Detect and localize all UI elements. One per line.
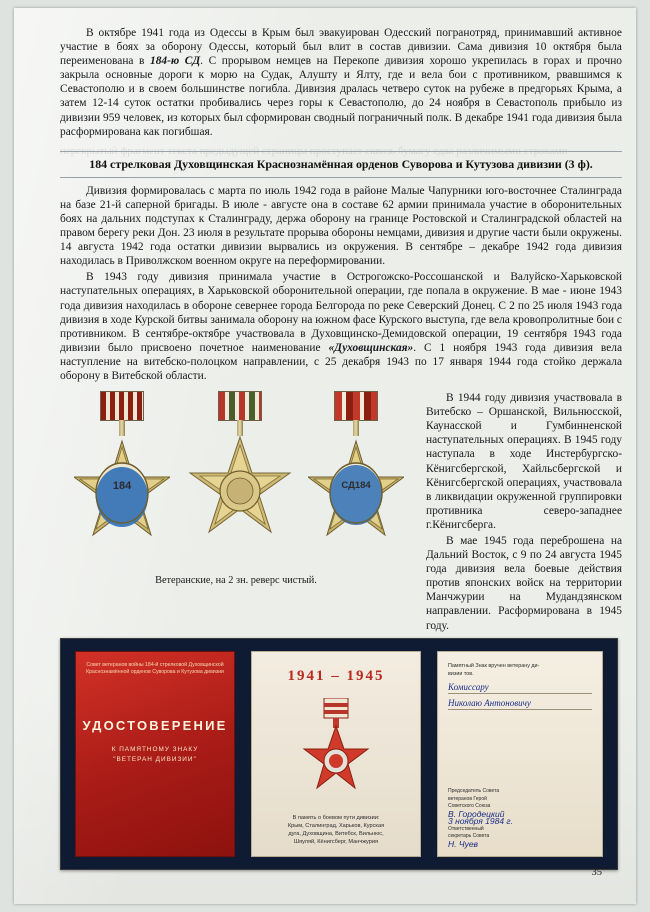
suspension-bar-2 — [237, 420, 243, 436]
page-number: 35 — [591, 867, 602, 878]
svg-text:СД184: СД184 — [341, 480, 371, 492]
section-heading: 184 стрелковая Духовщинская Краснознамённая орденов Суворова и Кутузова дивизии (3 ф). — [60, 151, 622, 178]
medal-2 — [184, 391, 296, 563]
certificate-cover-card — [75, 651, 235, 857]
recipient-name-line-1: Комиссару — [448, 682, 592, 694]
suspension-bar-3 — [353, 420, 359, 436]
recipient-name-line-2: Николаю Антоновичу — [448, 698, 592, 710]
paragraph-1: Дивизия формировалась с марта по июль 1942 года в районе Малые Чапурники юго-восточнее Сталинграда на базе 21-й саперной бригады. В июле - августе она в составе 62 армии принимала участие в оборонительных боях на дальних подступах к Сталинграду, держа оборону на границе Ростовской и Сталинградской областей на правом берегу реки Дон. 23 июля в результате прорыва обороны немцами, дивизия и другие части были окружены. 14 августа 1942 года остатки дивизии вырвались из окружения. В сентябре – декабре 1942 года дивизия находилась в Приволжском военном округе на переформировании. — [60, 184, 622, 268]
signature-name-2: Н. Чуев — [448, 838, 478, 849]
badge-oval-icon — [74, 437, 170, 545]
paragraph-2-text-2: . С 1 ноября 1943 года дивизия вела наступление на витебско-полоцком направлении, с 25 декабря 1943 по 17 января 1944 года стойко держала оборону в Витебской области. — [60, 341, 622, 382]
page-content — [60, 26, 622, 635]
medal-caption: Ветеранские, на 2 зн. реверс чистый. — [155, 575, 317, 587]
medal-3 — [300, 391, 412, 563]
signature-label-4: Ответственный — [448, 825, 484, 832]
right-text-column — [426, 391, 622, 635]
medal-1 — [66, 391, 178, 563]
bleed-through-text: перекрытый фрагмент текста предыдущей страницы проступает сквозь бумагу едва различимыми строками — [60, 145, 568, 157]
memo-line-1: В память о боевом пути дивизии: — [292, 815, 380, 821]
signature-name-1: В. Городецкий — [448, 808, 505, 819]
certificate-subtitle-1: К ПАМЯТНОМУ ЗНАКУ — [111, 746, 199, 753]
memo-line-4: Шяуляй, Кёнигсберг, Манчжурия — [293, 839, 379, 845]
certificate-title: УДОСТОВЕРЕНИЕ — [82, 718, 228, 733]
right-paragraph-2: В мае 1945 года переброшена на Дальний Восток, с 9 по 24 августа 1945 года дивизия вела боевые действия против японских войск на территории Манчжурии на Мудандзянском направлении. Расформирована в 1945 году. — [426, 535, 622, 632]
badge-body-2 — [186, 435, 294, 543]
paragraph-2 — [60, 270, 622, 383]
document-photo-strip — [60, 638, 618, 870]
signature-label-5: секретарь Совета — [448, 833, 490, 839]
intro-emphasis-1: 184-ю СД — [150, 55, 201, 68]
certificate-inner-left-page — [251, 651, 421, 857]
ribbon-3 — [334, 391, 378, 421]
certificate-inner-right-page — [437, 651, 603, 857]
badge-oval-sd-icon — [308, 437, 404, 545]
memo-line-2: Крым, Сталинград, Харьков, Курская — [287, 823, 385, 829]
certificate-council-header: Совет ветеранов войны 184-й стрелковой Духовщинской Краснознамённой орденов Суворова и Кутузова дивизии — [86, 662, 224, 675]
svg-text:184: 184 — [112, 480, 132, 493]
badge-body-3 — [308, 437, 404, 545]
signature-label-2: ветеранов Герой — [448, 795, 487, 802]
paper-sheet — [14, 8, 636, 904]
suspension-bar-1 — [119, 420, 125, 436]
badge-large-icon — [299, 698, 373, 808]
intro-paragraph — [60, 26, 622, 139]
intro-text-1: В октябре 1941 года из Одессы в Крым был эвакуирован Одесский погранотряд, принимавший активное участие в боях за оборону Одессы, который был влит в состав дивизии. Сама дивизия 10 октября была переименована в — [60, 27, 622, 68]
certificate-subtitle-2: "ВЕТЕРАН ДИВИЗИИ" — [113, 756, 197, 763]
badge-star-icon — [186, 435, 294, 543]
award-header-line-1: Памятный Знак вручен ветерану ди- — [448, 663, 540, 669]
memo-line-3: дуга, Духовщина, Витебск, Вильнюс, — [288, 831, 384, 837]
years-label: 1941 – 1945 — [287, 668, 385, 684]
signature-date: 3 ноября 1984 г. — [448, 816, 513, 826]
signature-label-1: Председатель Совета — [448, 788, 500, 794]
medal-photos-block — [60, 391, 412, 586]
ribbon-2 — [218, 391, 262, 421]
signature-label-3: Советского Союза — [448, 803, 491, 809]
badge-illustration — [299, 698, 373, 808]
award-header-line-2: визии тов. — [448, 671, 474, 677]
right-paragraph-1: В 1944 году дивизия участвовала в Витебско – Оршанской, Вильнюсской, Каунасской и Гумбинненской наступательных операциях. В 1945 году наступала в ходе Инстербургско-Кёнигсбергской, Хайльсбергской и Кёнигсбергской операциях, участвовала в ликвидации окруженной группировки противника северо-западнее г.Кёнигсберга. — [426, 392, 622, 531]
badge-body-1 — [74, 437, 170, 545]
intro-text-2: . С прорывом немцев на Перекопе дивизия хорошо укрепилась в горах и прочно закрыла основные дороги к морю на Судак, Алушту и Ялту, где и вела бои с противником, рвавшимся к Севастополю и в своем большинстве погибла. Дивизия дралась четверо суток на рубеже в предгорьях Крыма, а затем 12-14 суток остатки пробивались через горы к Севастополю, до 24 ноября в Севастополь прибыло из дивизии 959 человек, из которых был сформирован сводный пограничный полк. В декабре 1941 года дивизия была расформирована как погибшая. — [60, 55, 622, 138]
paragraph-2-emphasis: «Духовщинская» — [328, 341, 414, 354]
medal-row — [60, 391, 412, 571]
ribbon-1 — [100, 391, 144, 421]
paragraph-2-text-1: В 1943 году дивизия принимала участие в Острогожско-Россошанской и Валуйско-Харьковской наступательных операциях, в Харьковской оборонительной операции, где попала в окружение. В мае - июне 1943 года дивизия находилась в обороне севернее города Белгорода по реке Северский Донец. С 2 по 25 июля 1943 года дивизия в ходе Курской битвы занимала оборону на южном фасе Курского выступа, где вела кровопролитные бои с противником. В сентябре-октябре участвовала в Духовщинско-Демидовской операции, 19 сентября 1943 года дивизии было присвоено почетное наименование — [60, 271, 622, 354]
